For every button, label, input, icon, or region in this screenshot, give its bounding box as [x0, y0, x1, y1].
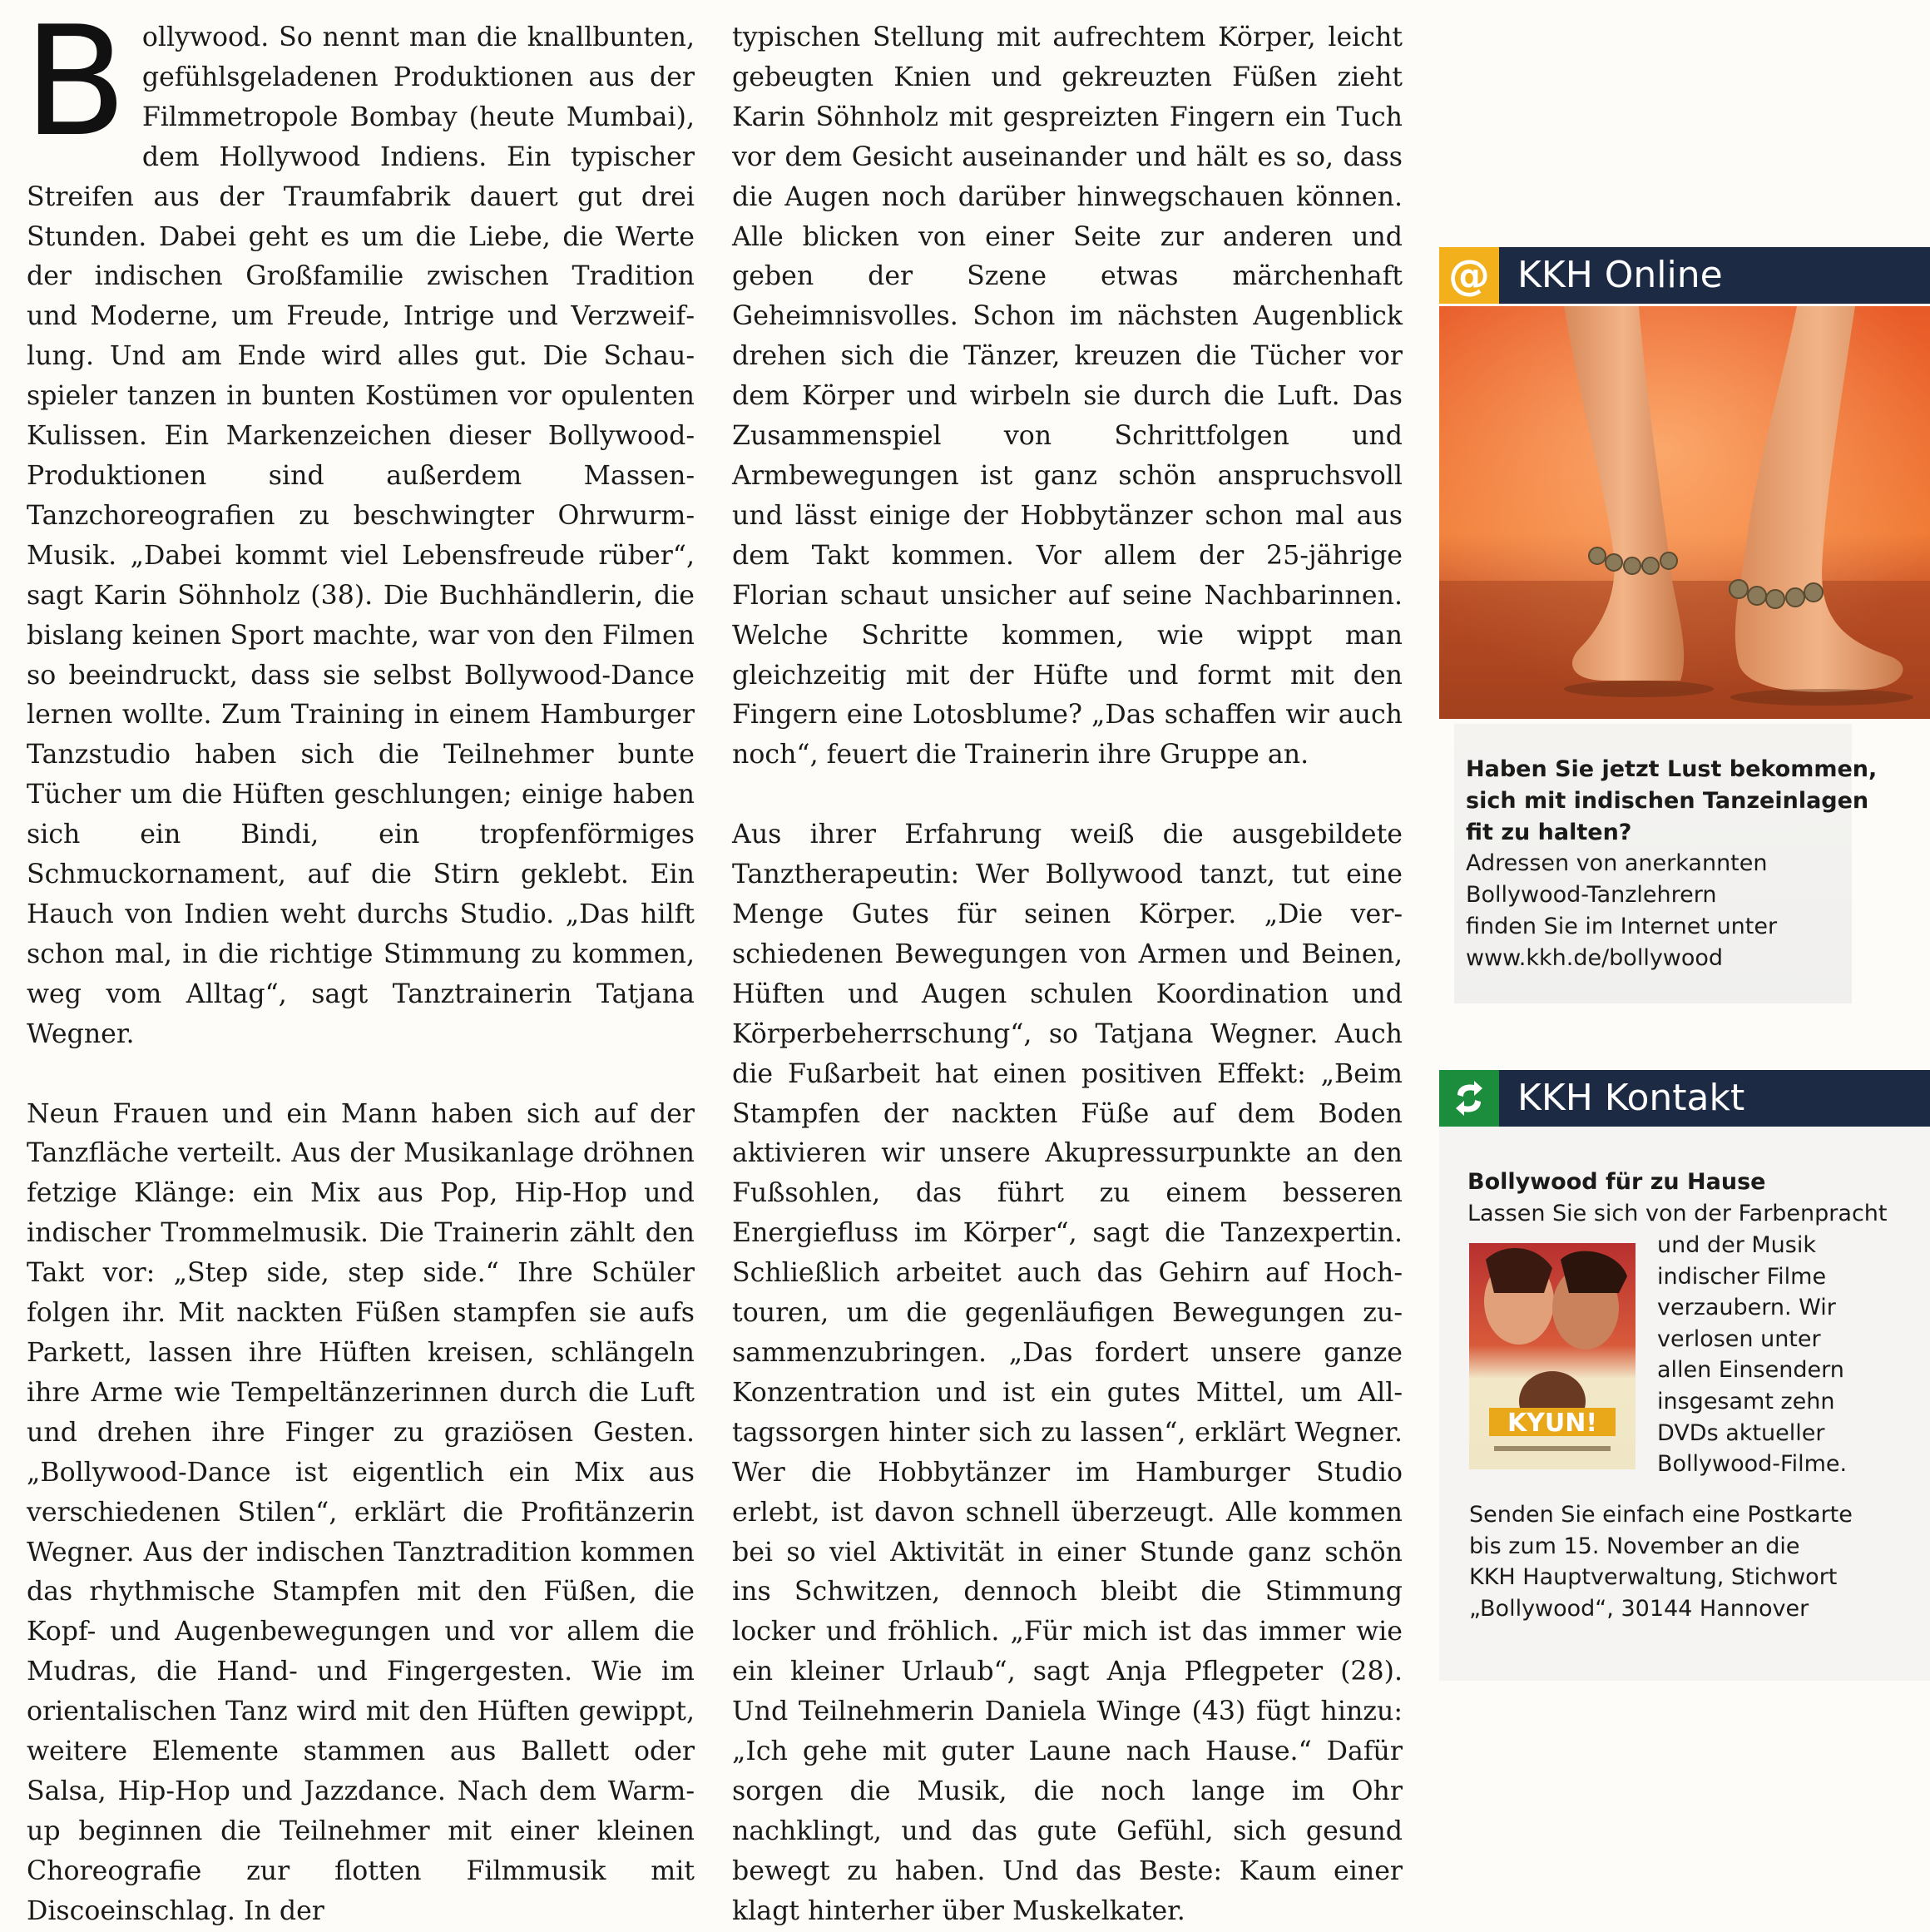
instruction-line: KKH Hauptverwaltung, Stichwort: [1469, 1564, 1838, 1591]
description-line: verzaubern. Wir: [1657, 1295, 1836, 1321]
question-line: Haben Sie jetzt Lust bekommen,: [1466, 756, 1878, 782]
at-sign-icon: @: [1439, 247, 1499, 304]
article-paragraph: Neun Frauen und ein Mann haben sich auf der Tanzfläche verteilt. Aus der Musikanlage dröhnen fetzige Klänge: ein Mix aus Pop, Hip-Hop und indischer Trommelmusik. Die Trainerin zählt den Takt vor: „Step side, step side.“ Ihre Schüler folgen ihr. Mit nackten Füßen stampfen sie aufs Parkett, lassen ihre Hüften kreisen, schlängeln ihre Arme wie Tempeltänzerinnen durch die Luft und drehen ihre Finger zu graziösen Gesten. „Bollywood-Dance ist eigentlich ein Mix aus verschiedenen Stilen“, erklärt die Profitänzerin Wegner. Aus der indischen Tanztradition kommen das rhythmische Stampfen mit den Füßen, die Kopf- und Augenbewegungen und vor allem die Mudras, die Hand- und Fingergesten. Wie im orientalischen Tanz wird mit den Hüften gewippt, weitere Elemente stammen aus Ballett oder Salsa, Hip-Hop und Jazzdance. Nach dem Warm-up beginnen die Teilnehmer mit einer kleinen Choreografie zur flotten Filmmusik mit Discoeinschlag. In der: [27, 1098, 695, 1926]
drop-cap: B: [23, 0, 127, 170]
question-line: fit zu halten?: [1466, 819, 1632, 845]
info-line: Bollywood-Tanzlehrern: [1466, 882, 1717, 909]
description-line: insgesamt zehn: [1657, 1388, 1835, 1414]
dancer-feet-photo: [1439, 306, 1930, 719]
dvd-title: KYUN!: [1507, 1409, 1598, 1438]
article-column-left: [23, 0, 695, 1932]
kkh-online-text: [1466, 754, 1915, 974]
dvd-cover-image: [1469, 1243, 1636, 1469]
kkh-kontakt-header: [1439, 1070, 1930, 1127]
info-line: finden Sie im Internet unter: [1466, 913, 1778, 939]
box-title: KKH Kontakt: [1517, 1077, 1745, 1119]
article-column-middle: [732, 18, 1403, 1932]
description-line: indischer Filme: [1657, 1263, 1827, 1290]
instruction-line: Senden Sie einfach eine Postkarte: [1469, 1502, 1853, 1528]
instruction-line: „Bollywood“, 30144 Hannover: [1469, 1595, 1809, 1622]
website-link[interactable]: www.kkh.de/bollywood: [1466, 944, 1724, 971]
contest-intro: Lassen Sie sich von der Farbenpracht: [1467, 1201, 1888, 1226]
article-paragraph: typischen Stellung mit aufrechtem Körper, leicht gebeugten Knien und gekreuzten Füßen zieht Karin Söhnholz mit gespreizten Fingern ein Tuch vor dem Gesicht auseinander und hält es so, dass die Augen noch darüber hinwegschauen können. Alle blicken von einer Seite zur anderen und geben der Szene etwas märchenhaft Geheimnisvolles. Schon im nächsten Augenblick drehen sich die Tänzer, kreuzen die Tücher vor dem Körper und wirbeln sie durch die Luft. Das Zusammenspiel von Schrittfolgen und Armbewegungen ist ganz schön anspruchsvoll und lässt einige der Hobbytänzer schon mal aus dem Takt kommen. Vor allem der 25-jährige Florian schaut unsicher auf seine Nachbarinnen. Welche Schritte kommen, wie wippt man gleichzeitig mit der Hüfte und formt mit den Fingern eine Lotosblume? „Das schaffen wir auch noch“, feuert die Trainerin ihre Gruppe an.: [732, 22, 1403, 770]
article-paragraph: [23, 0, 695, 1055]
instruction-line: bis zum 15. November an die: [1469, 1533, 1800, 1559]
description-line: DVDs aktueller: [1657, 1419, 1825, 1446]
question-line: sich mit indischen Tanzeinlagen: [1466, 787, 1869, 814]
info-line: Adressen von anerkannten: [1466, 850, 1768, 877]
contest-description: [1657, 1230, 1923, 1480]
description-line: verlosen unter: [1657, 1325, 1821, 1352]
kkh-online-header: [1439, 247, 1930, 304]
exchange-arrows-icon: [1439, 1070, 1499, 1127]
description-line: allen Einsendern: [1657, 1357, 1844, 1384]
paragraph-text: ollywood. So nennt man die knallbunten, gefühlsgeladenen Produktionen aus der Filmmetropole Bombay (heute Mumbai), dem Hollywood Indiens. Ein typischer Streifen aus der Traumfabrik dauert gut drei Stunden. Dabei geht es um die Liebe, die Werte der indischen Großfamilie zwischen Tradition und Moderne, um Freude, Intrige und Verzweiflung. Und am Ende wird alles gut. Die Schauspieler tanzen in bunten Kostümen vor opulenten Kulissen. Ein Markenzeichen dieser Bollywood-Produktionen sind außerdem Massen-Tanzchoreografien zu beschwingter Ohrwurm-Musik. „Dabei kommt viel Lebensfreude rüber“, sagt Karin Söhnholz (38). Die Buchhändlerin, die bislang keinen Sport machte, war von den Filmen so beeindruckt, dass sie selbst Bollywood-Dance lernen wollte. Zum Training in einem Hamburger Tanzstudio haben sich die Teilnehmer bunte Tücher um die Hüften geschlungen; einige haben sich ein Bindi, ein tropfenförmiges Schmuckornament, auf die Stirn geklebt. Ein Hauch von Indien weht durchs Studio. „Das hilft schon mal, in die richtige Stimmung zu kommen, weg vom Alltag“, sagt Tanztrainerin Tatjana Wegner.: [27, 22, 695, 1049]
description-line: Bollywood-Filme.: [1657, 1451, 1848, 1478]
box-title: KKH Online: [1517, 254, 1723, 296]
article-paragraph: Aus ihrer Erfahrung weiß die ausgebildete Tanztherapeutin: Wer Bollywood tanzt, tut eine Menge Gutes für seinen Körper. „Die verschiedenen Bewegungen von Armen und Beinen, Hüften und Augen schulen Koordination und Körperbeherrschung“, so Tatjana Wegner. Auch die Fußarbeit hat einen positiven Effekt: „Beim Stampfen der nackten Füße auf dem Boden aktivieren wir unsere Akupressurpunkte an den Fußsohlen, das führt zu einem besseren Energiefluss im Körper“, sagt die Tanzexpertin. Schließlich arbeitet auch das Gehirn auf Hochtouren, um die gegenläufigen Bewegungen zusammenzubringen. „Das fordert unsere ganze Konzentration und ist ein gutes Mittel, um Alltagssorgen hinter sich zu lassen“, erklärt Wegner. Wer die Hobbytänzer im Hamburger Studio erlebt, ist davon schnell überzeugt. Alle kommen bei so viel Aktivität in einer Stunde ganz schön ins Schwitzen, dennoch bleibt die Stimmung locker und fröhlich. „Für mich ist das immer wie ein kleiner Urlaub“, sagt Anja Pflegpeter (28). Und Teilnehmerin Daniela Winge (43) fügt hinzu: „Ich gehe mit guter Laune nach Hause.“ Dafür sorgen die Musik, die noch lange im Ohr nachklingt, und das gute Gefühl, sich gesund bewegt zu haben. Und das Beste: Kaum einer klagt hinterher über Muskelkater.: [732, 820, 1403, 1926]
contest-heading: Bollywood für zu Hause: [1467, 1169, 1766, 1195]
contest-instructions: [1469, 1499, 1918, 1624]
description-line: und der Musik: [1657, 1232, 1816, 1258]
